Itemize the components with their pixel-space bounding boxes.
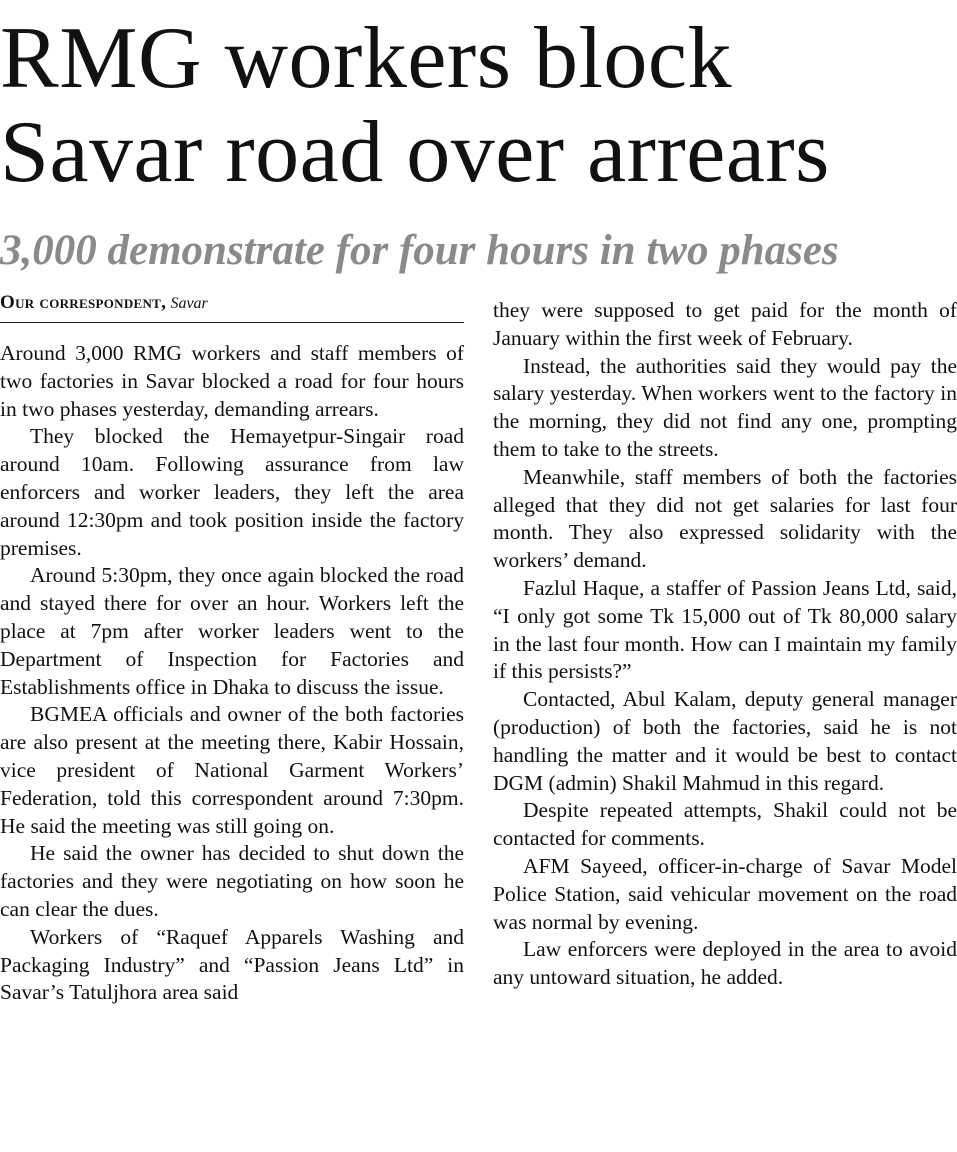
byline-location: Savar bbox=[170, 295, 208, 312]
paragraph: Instead, the authorities said they would pay the salary yesterday. When workers went to the factory in the morning, they did not find any one, prompting them to take to the streets. bbox=[493, 353, 957, 461]
paragraph: They blocked the Hemayetpur-Singair road around 10am. Following assurance from law enforcers and worker leaders, they left the area around 12:30pm and took position inside the factory premises. bbox=[0, 424, 464, 560]
paragraph: Despite repeated attempts, Shakil could not be contacted for comments. bbox=[493, 798, 957, 851]
paragraph: Law enforcers were deployed in the area to avoid any untoward situation, he added. bbox=[493, 937, 957, 990]
article-column-1 bbox=[0, 340, 464, 1007]
paragraph: Around 5:30pm, they once again blocked the road and stayed there for over an hour. Workers left the place at 7pm after worker leaders went to the Department of Inspection for Factories and Establishments office in Dhaka to discuss the issue. bbox=[0, 563, 464, 699]
paragraph: AFM Sayeed, officer-in-charge of Savar Model Police Station, said vehicular movement on the road was normal by evening. bbox=[493, 853, 957, 934]
paragraph: He said the owner has decided to shut down the factories and they were negotiating on how soon he can clear the dues. bbox=[0, 841, 464, 921]
paragraph: Meanwhile, staff members of both the factories alleged that they did not get salaries for last four month. They also expressed solidarity with the workers’ demand. bbox=[493, 464, 957, 573]
paragraph-continuation: they were supposed to get paid for the month of January within the first week of February. bbox=[493, 298, 957, 350]
paragraph: Fazlul Haque, a staffer of Passion Jeans Ltd, said, “I only got some Tk 15,000 out of Tk 80,000 salary in the last four month. How can I maintain my family if this persists?” bbox=[493, 575, 957, 684]
paragraph: Around 3,000 RMG workers and staff members of two factories in Savar blocked a road for four hours in two phases yesterday, demanding arrears. bbox=[0, 341, 464, 421]
paragraph: Contacted, Abul Kalam, deputy general manager (production) of both the factories, said he is not handling the matter and it would be best to contact DGM (admin) Shakil Mahmud in this regard. bbox=[493, 687, 957, 795]
article-column-2 bbox=[493, 297, 957, 992]
subheadline: 3,000 demonstrate for four hours in two phases bbox=[0, 227, 839, 274]
byline-author: Our correspondent, bbox=[0, 292, 167, 313]
headline bbox=[0, 12, 957, 200]
headline-line-1: RMG workers block bbox=[0, 10, 732, 107]
paragraph: BGMEA officials and owner of the both factories are also present at the meeting there, Kabir Hossain, vice president of National Garment Workers’ Federation, told this correspondent around 7:30pm. He said the meeting was still going on. bbox=[0, 702, 464, 838]
byline bbox=[0, 291, 464, 323]
paragraph: Workers of “Raquef Apparels Washing and Packaging Industry” and “Passion Jeans Ltd” in Savar’s Tatuljhora area said bbox=[0, 924, 464, 1005]
headline-line-2: Savar road over arrears bbox=[0, 104, 830, 201]
